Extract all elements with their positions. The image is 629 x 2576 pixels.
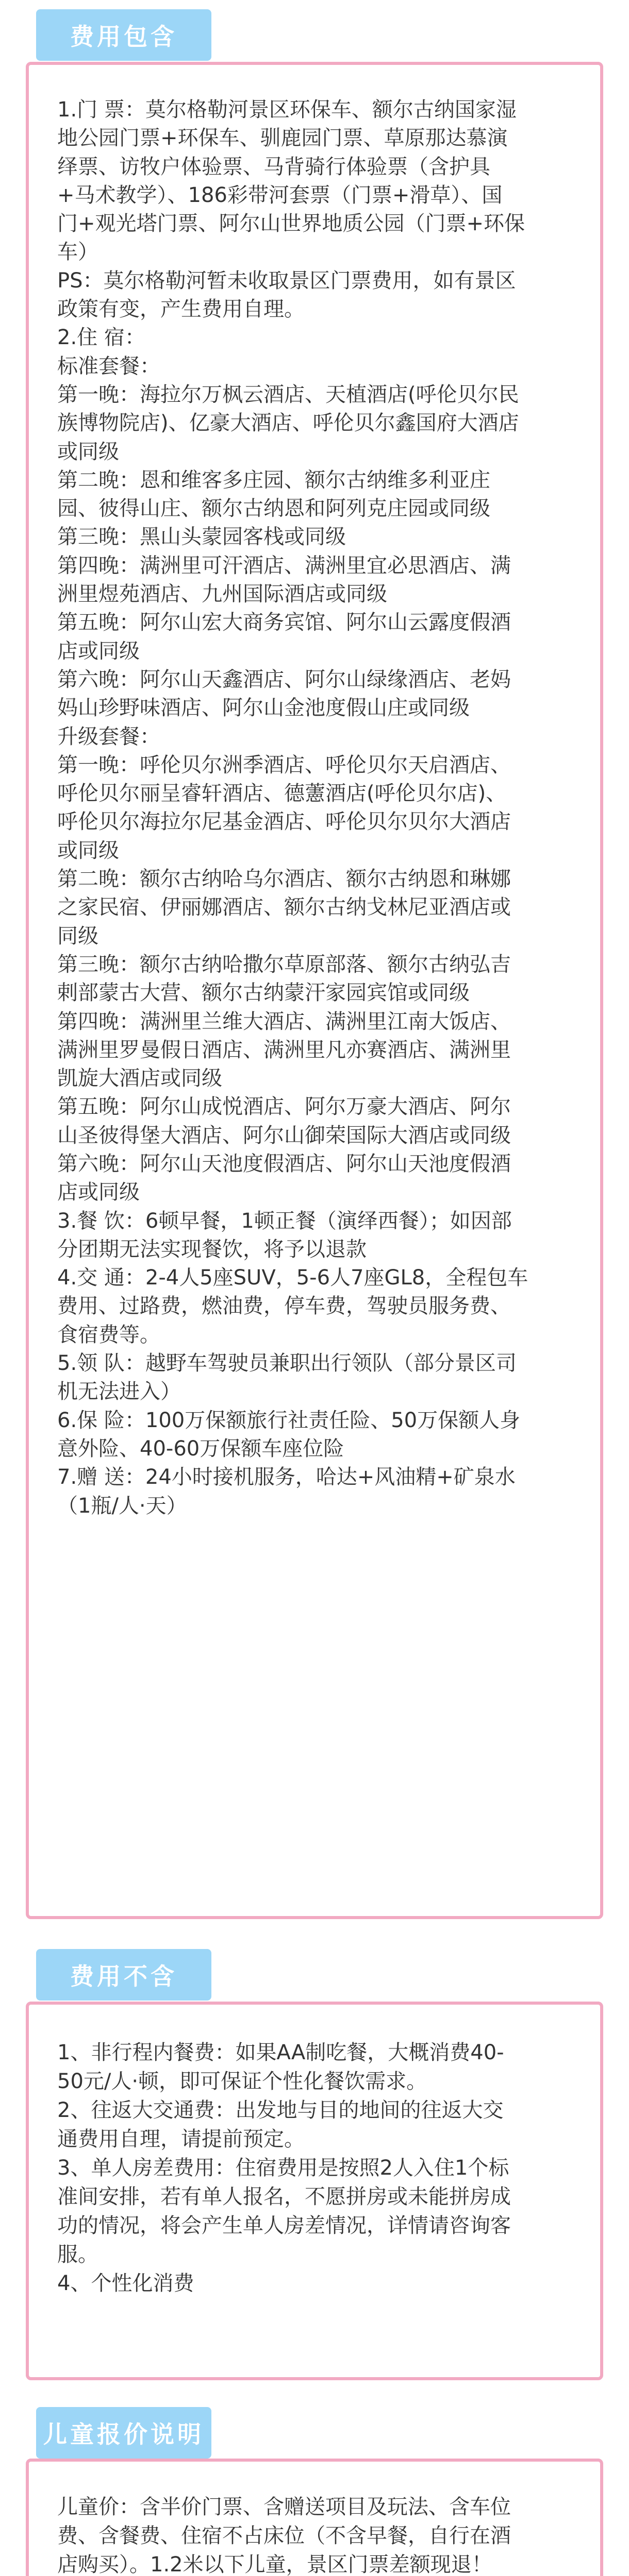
cost-exclude-tab <box>36 1949 211 2001</box>
cost-include-line: 同级 <box>57 924 98 948</box>
cost-include-line: 第二晚：额尔古纳哈乌尔酒店、额尔古纳恩和琳娜 <box>57 867 511 891</box>
cost-include-line: 标准套餐： <box>57 354 160 378</box>
cost-include-line: 第二晚：恩和维客多庄园、额尔古纳维多利亚庄 <box>57 468 490 492</box>
cost-exclude-line: 功的情况，将会产生单人房差情况，详情请咨询客 <box>57 2214 511 2238</box>
cost-exclude-line: 4、个性化消费 <box>57 2272 194 2295</box>
cost-include-line: PS：莫尔格勒河暂未收取景区门票费用，如有景区 <box>57 268 516 293</box>
cost-include-line: 园、彼得山庄、额尔古纳恩和阿列克庄园或同级 <box>57 497 490 521</box>
cost-include-line: 第五晚：阿尔山成悦酒店、阿尔万豪大酒店、阿尔 <box>57 1095 511 1119</box>
cost-exclude-line: 通费用自理，请提前预定。 <box>57 2127 305 2151</box>
cost-include-line: 凯旋大酒店或同级 <box>57 1066 222 1091</box>
cost-include-section <box>26 62 603 1919</box>
cost-include-line: 3.餐 饮：6顿早餐，1顿正餐（演绎西餐）；如因部 <box>57 1209 512 1233</box>
cost-exclude-content <box>29 2005 600 2298</box>
cost-include-line: 第三晚：黑山头蒙园客栈或同级 <box>57 525 346 549</box>
cost-include-line: 第一晚：呼伦贝尔洲季酒店、呼伦贝尔天启酒店、 <box>57 753 511 777</box>
cost-include-line: 第四晚：满洲里可汗酒店、满洲里宜必思酒店、满 <box>57 553 511 578</box>
cost-include-line: 洲里煜苑酒店、九州国际酒店或同级 <box>57 582 387 606</box>
cost-include-line: 第一晚：海拉尔万枫云酒店、天植酒店(呼伦贝尔民 <box>57 382 519 406</box>
child-price-section <box>26 2459 603 2576</box>
cost-exclude-line: 50元/人·顿，即可保证个性化餐饮需求。 <box>57 2070 427 2093</box>
cost-include-line: +马术教学）、186彩带河套票（门票+滑草）、国 <box>57 183 503 207</box>
cost-include-line: 剌部蒙古大营、额尔古纳蒙汗家园宾馆或同级 <box>57 981 470 1005</box>
cost-include-line: 6.保 险：100万保额旅行社责任险、50万保额人身 <box>57 1408 521 1432</box>
cost-include-line: 店或同级 <box>57 639 140 663</box>
child-price-line: 店购买）。1.2米以下儿童，景区门票差额现退！ <box>57 2553 492 2576</box>
cost-include-line: 机无法进入） <box>57 1380 181 1404</box>
cost-include-line: 店或同级 <box>57 1180 140 1205</box>
cost-exclude-line: 1、非行程内餐费：如果AA制吃餐，大概消费40- <box>57 2041 504 2064</box>
child-price-tab <box>36 2407 211 2459</box>
cost-include-line: 或同级 <box>57 838 119 862</box>
cost-include-line: （1瓶/人·天） <box>57 1494 187 1518</box>
child-price-tab-label: 儿童报价说明 <box>43 2420 204 2448</box>
child-price-content <box>29 2462 600 2576</box>
cost-include-line: 满洲里罗曼假日酒店、满洲里凡亦赛酒店、满洲里 <box>57 1038 511 1062</box>
cost-include-line: 车） <box>57 240 98 264</box>
cost-include-line: 呼伦贝尔海拉尔尼基金酒店、呼伦贝尔贝尔大酒店 <box>57 810 511 834</box>
cost-include-line: 地公园门票+环保车、驯鹿园门票、草原那达慕演 <box>57 126 508 150</box>
cost-include-line: 第五晚：阿尔山宏大商务宾馆、阿尔山云露度假酒 <box>57 611 511 635</box>
cost-include-tab-label: 费用包含 <box>70 23 177 50</box>
cost-include-line: 或同级 <box>57 439 119 464</box>
cost-include-line: 费用、过路费，燃油费，停车费，驾驶员服务费、 <box>57 1294 511 1318</box>
cost-exclude-line: 2、往返大交通费：出发地与目的地间的往返大交 <box>57 2098 504 2122</box>
cost-exclude-line: 服。 <box>57 2243 98 2266</box>
child-price-line: 费、含餐费、住宿不占床位（不含早餐，自行在酒 <box>57 2524 511 2548</box>
cost-include-line: 升级套餐： <box>57 724 160 749</box>
cost-include-line: 之家民宿、伊丽娜酒店、额尔古纳戈林尼亚酒店或 <box>57 895 511 920</box>
cost-include-line: 意外险、40-60万保额车座位险 <box>57 1436 344 1461</box>
cost-include-line: 第三晚：额尔古纳哈撒尔草原部落、额尔古纳弘吉 <box>57 952 511 976</box>
child-price-line: 儿童价：含半价门票、含赠送项目及玩法、含车位 <box>57 2495 511 2519</box>
cost-include-line: 4.交 通：2-4人5座SUV，5-6人7座GL8，全程包车 <box>57 1266 528 1290</box>
cost-include-line: 呼伦贝尔丽呈睿轩酒店、德藼酒店(呼伦贝尔店)、 <box>57 782 507 806</box>
cost-include-line: 第六晚：阿尔山天池度假酒店、阿尔山天池度假酒 <box>57 1151 511 1176</box>
cost-include-line: 1.门 票：莫尔格勒河景区环保车、额尔古纳国家湿 <box>57 98 517 122</box>
cost-include-line: 第六晚：阿尔山天鑫酒店、阿尔山绿缘酒店、老妈 <box>57 667 511 691</box>
cost-include-line: 食宿费等。 <box>57 1323 160 1347</box>
cost-include-content <box>29 65 600 1520</box>
cost-include-line: 第四晚：满洲里兰维大酒店、满洲里江南大饭店、 <box>57 1009 511 1033</box>
cost-include-line: 2.住 宿： <box>57 326 145 350</box>
cost-include-tab <box>36 9 211 61</box>
cost-include-line: 妈山珍野味酒店、阿尔山金池度假山庄或同级 <box>57 696 470 720</box>
cost-exclude-section <box>26 2002 603 2380</box>
cost-include-line: 绎票、访牧户体验票、马背骑行体验票（含护具 <box>57 155 490 179</box>
cost-include-line: 7.赠 送：24小时接机服务，哈达+风油精+矿泉水 <box>57 1465 516 1489</box>
cost-exclude-tab-label: 费用不含 <box>70 1962 177 1990</box>
cost-exclude-line: 3、单人房差费用：住宿费用是按照2人入住1个标 <box>57 2156 509 2180</box>
cost-exclude-line: 准间安排，若有单人报名，不愿拼房或未能拼房成 <box>57 2185 511 2209</box>
cost-include-line: 政策有变，产生费用自理。 <box>57 297 305 321</box>
cost-include-line: 5.领 队：越野车驾驶员兼职出行领队（部分景区司 <box>57 1351 517 1376</box>
cost-include-line: 族博物院店)、亿豪大酒店、呼伦贝尔鑫国府大酒店 <box>57 411 519 435</box>
cost-include-line: 山圣彼得堡大酒店、阿尔山御荣国际大酒店或同级 <box>57 1123 511 1147</box>
cost-include-line: 门+观光塔门票、阿尔山世界地质公园（门票+环保 <box>57 212 525 236</box>
cost-include-line: 分团期无法实现餐饮，将予以退款 <box>57 1237 367 1261</box>
